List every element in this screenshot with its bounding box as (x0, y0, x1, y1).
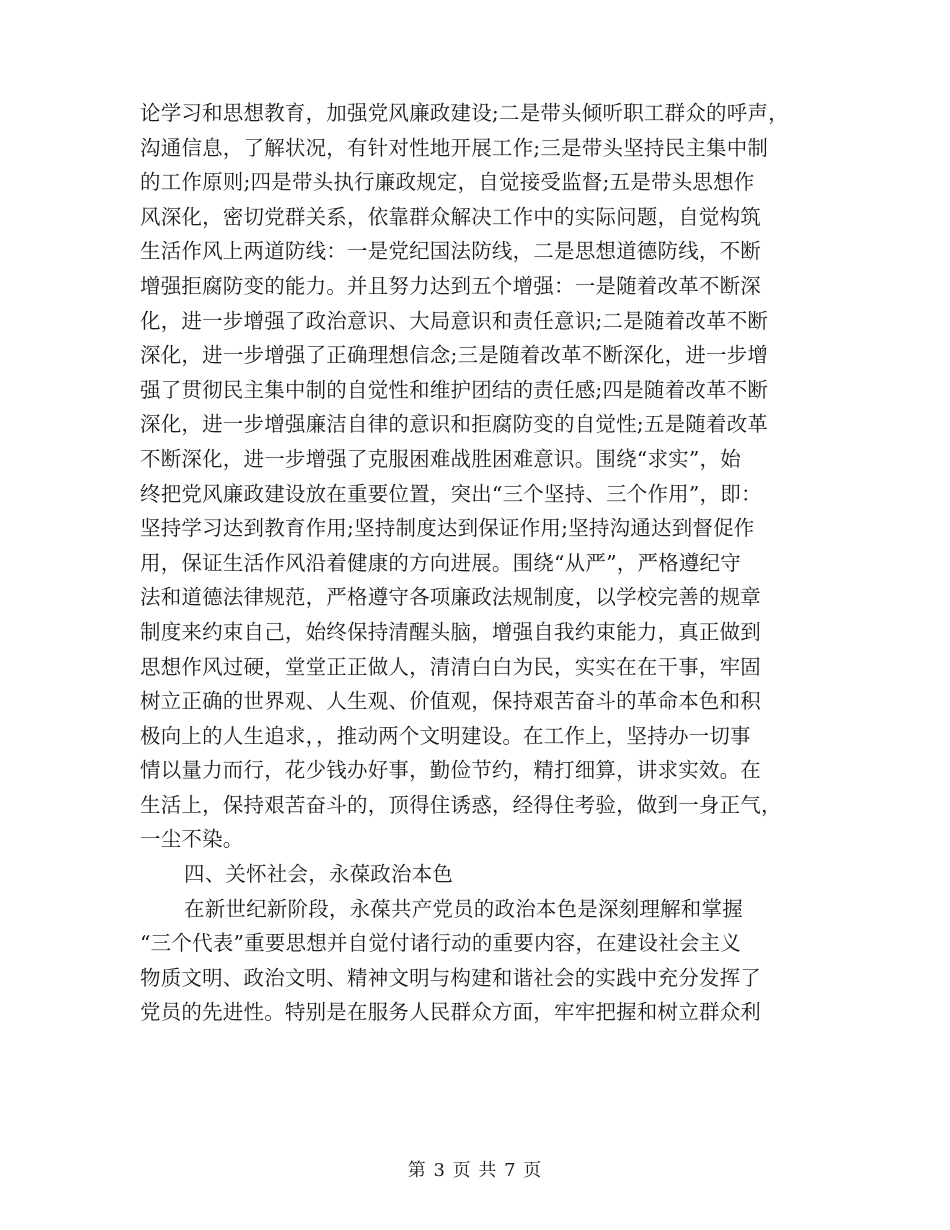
text-line-25: “三个代表”重要思想并自觉付诸行动的重要内容，在建设社会主义 (140, 931, 741, 956)
text-line-21: 生活上，保持艰苦奋斗的，顶得住诱惑，经得住考验，做到一身正气， (140, 792, 782, 817)
text-line-20: 情以量力而行，花少钱办好事，勤俭节约，精打细算，讲求实效。在 (140, 758, 761, 783)
text-line-3: 的工作原则;四是带头执行廉政规定，自觉接受监督;五是带头思想作 (140, 170, 755, 195)
page-number-footer: 第 3 页 共 7 页 (407, 1160, 543, 1181)
text-line-22: 一尘不染。 (140, 827, 244, 852)
document-body (140, 96, 820, 1030)
text-line-13: 坚持学习达到教育作用;坚持制度达到保证作用;坚持沟通达到督促作 (140, 516, 755, 541)
text-line-26: 物质文明、政治文明、精神文明与构建和谐社会的实践中充分发挥了 (140, 965, 761, 990)
text-line-12: 终把党风廉政建设放在重要位置，突出“三个坚持、三个作用”，即： (140, 481, 762, 506)
text-line-16: 制度来约束自己，始终保持清醒头脑，增强自我约束能力，真正做到 (140, 619, 761, 644)
text-line-10: 深化，进一步增强廉洁自律的意识和拒腐防变的自觉性;五是随着改革 (140, 412, 769, 437)
text-line-24: 在新世纪新阶段，永葆共产党员的政治本色是深刻理解和掌握 (184, 896, 743, 921)
text-line-19: 极向上的人生追求，，推动两个文明建设。在工作上，坚持办一切事 (140, 723, 751, 748)
text-line-17: 思想作风过硬，堂堂正正做人，清清白白为民，实实在在干事，牢固 (140, 654, 761, 679)
section-heading: 四、关怀社会，永葆政治本色 (184, 862, 454, 887)
text-line-9: 强了贯彻民主集中制的自觉性和维护团结的责任感;四是随着改革不断 (140, 377, 769, 402)
text-line-27: 党员的先进性。特别是在服务人民群众方面，牢牢把握和树立群众利 (140, 1000, 761, 1025)
text-line-11: 不断深化，进一步增强了克服困难战胜困难意识。围绕“求实”，始 (140, 446, 741, 471)
text-line-4: 风深化，密切党群关系，依靠群众解决工作中的实际问题，自觉构筑 (140, 204, 761, 229)
text-line-15: 法和道德法律规范，严格遵守各项廉政法规制度，以学校完善的规章 (140, 585, 761, 610)
text-line-18: 树立正确的世界观、人生观、价值观，保持艰苦奋斗的革命本色和积 (140, 689, 761, 714)
text-line-7: 化，进一步增强了政治意识、大局意识和责任意识;二是随着改革不断 (140, 308, 769, 333)
text-line-8: 深化，进一步增强了正确理想信念;三是随着改革不断深化，进一步增 (140, 343, 769, 368)
text-line-6: 增强拒腐防变的能力。并且努力达到五个增强：一是随着改革不断深 (140, 273, 761, 298)
text-line-14: 用，保证生活作风沿着健康的方向进展。围绕“从严”，严格遵纪守 (140, 550, 741, 575)
text-line-1: 论学习和思想教育，加强党风廉政建设;二是带头倾听职工群众的呼声， (140, 101, 789, 125)
text-line-2: 沟通信息，了解状况，有针对性地开展工作;三是带头坚持民主集中制 (140, 135, 769, 160)
text-line-5: 生活作风上两道防线：一是党纪国法防线，二是思想道德防线，不断 (140, 239, 761, 264)
